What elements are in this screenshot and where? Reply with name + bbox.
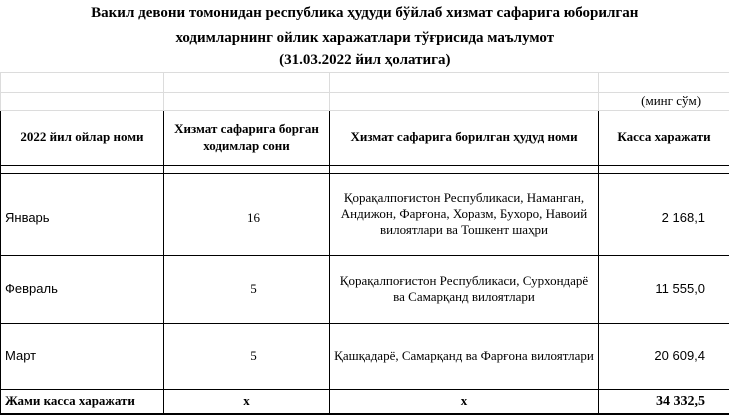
total-row (1, 389, 729, 414)
empty-cell (164, 92, 330, 110)
column-header-month: 2022 йил ойлар номи (1, 110, 164, 165)
empty-cell (330, 165, 599, 173)
month-cell: Март (1, 323, 164, 389)
staff-count-cell: 16 (164, 173, 330, 255)
empty-cell (1, 165, 164, 173)
regions-cell: Қорақалпоғистон Республикаси, Наманган, Андижон, Фарғона, Хоразм, Бухоро, Навоий вилоятлари ва Тошкент шаҳри (330, 173, 599, 255)
report-title-date: (31.03.2022 йил ҳолатига) (1, 49, 729, 72)
empty-cell (330, 72, 599, 92)
table-row (1, 323, 729, 389)
total-staff-count: x (164, 389, 330, 414)
staff-count-cell: 5 (164, 323, 330, 389)
month-cell: Февраль (1, 255, 164, 323)
report-title-line-1: Вакил девони томонидан республика ҳудуди бўйлаб хизмат сафарига юборилган (1, 0, 729, 27)
regions-cell: Қашқадарё, Самарқанд ва Фарғона вилоятлари (330, 323, 599, 389)
cash-expenses-cell: 11 555,0 (599, 255, 729, 323)
cash-expenses-cell: 2 168,1 (599, 173, 729, 255)
empty-cell (1, 92, 164, 110)
cash-expenses-cell: 20 609,4 (599, 323, 729, 389)
month-cell: Январь (1, 173, 164, 255)
table-row (1, 173, 729, 255)
empty-cell (1, 72, 164, 92)
total-regions: x (330, 389, 599, 414)
empty-cell (164, 72, 330, 92)
column-header-cash-expenses: Касса харажати (599, 110, 729, 165)
column-header-regions: Хизмат сафарига борилган ҳудуд номи (330, 110, 599, 165)
total-label: Жами касса харажати (1, 389, 164, 414)
unit-note: (минг сўм) (599, 92, 729, 110)
empty-cell (599, 165, 729, 173)
column-header-staff-count: Хизмат сафарига борган ходимлар сони (164, 110, 330, 165)
empty-cell (599, 72, 729, 92)
report-title-line-2: ходимларнинг ойлик харажатлари тўғрисида маълумот (1, 27, 729, 49)
total-cash-expenses: 34 332,5 (599, 389, 729, 414)
regions-cell: Қорақалпоғистон Республикаси, Сурхондарё ва Самарқанд вилоятлари (330, 255, 599, 323)
table-row (1, 255, 729, 323)
staff-count-cell: 5 (164, 255, 330, 323)
empty-cell (330, 92, 599, 110)
empty-cell (164, 165, 330, 173)
